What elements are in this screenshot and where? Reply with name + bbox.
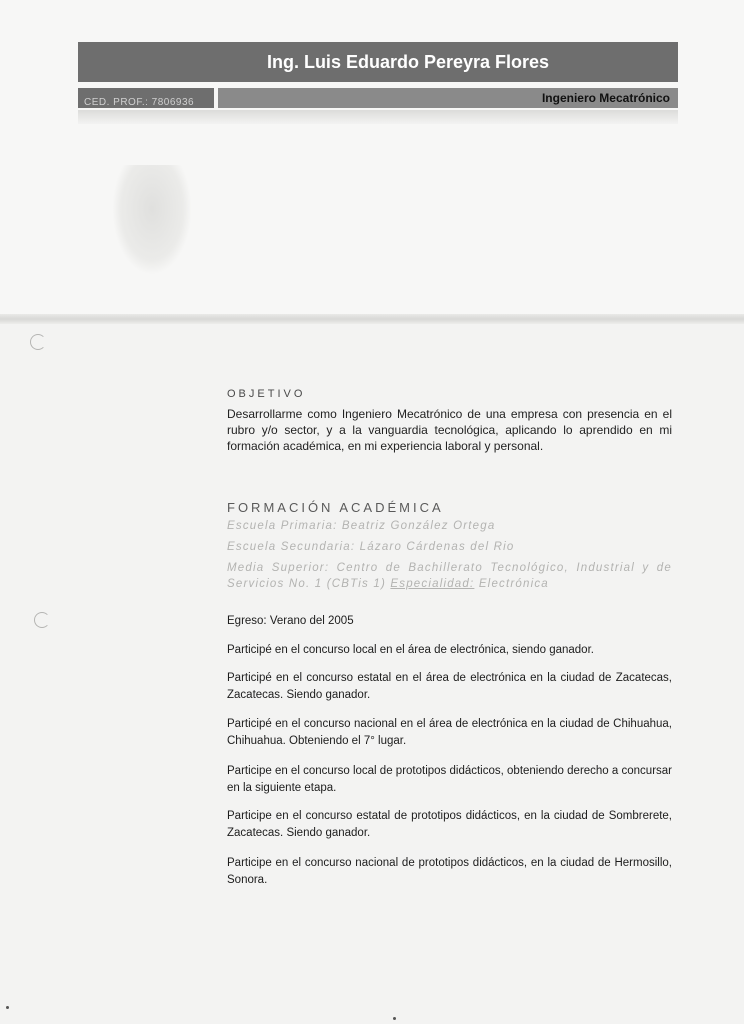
high-school <box>227 560 672 592</box>
specialty-value: Electrónica <box>478 578 549 590</box>
hole-punch-mark <box>34 612 50 628</box>
scan-speck <box>6 1006 9 1009</box>
achievement-item: Participé en el concurso estatal en el área de electrónica en la ciudad de Zacatecas, Zacatecas. Siendo ganador. <box>227 672 672 701</box>
achievement-item: Participé en el concurso local en el área de electrónica, siendo ganador. <box>227 644 594 656</box>
header-shadow <box>78 110 678 124</box>
secondary-school: Escuela Secundaria: Lázaro Cárdenas del Rio <box>227 541 515 553</box>
achievement-item: Participe en el concurso nacional de prototipos didácticos, en la ciudad de Hermosillo, Sonora. <box>227 857 672 886</box>
achievement-item: Participe en el concurso local de prototipos didácticos, obteniendo derecho a concursar en la siguiente etapa. <box>227 765 672 794</box>
achievement-item: Participé en el concurso nacional en el área de electrónica en la ciudad de Chihuahua, Chihuahua. Obteniendo el 7° lugar. <box>227 718 672 747</box>
name-banner <box>78 42 678 82</box>
cedula-box <box>78 88 214 108</box>
scan-speck <box>393 1017 396 1020</box>
hole-punch-mark <box>30 334 46 350</box>
primary-school: Escuela Primaria: Beatriz González Ortega <box>227 520 496 532</box>
graduation-date: Egreso: Verano del 2005 <box>227 615 354 627</box>
page-fold <box>0 314 744 324</box>
profession-title: Ingeniero Mecatrónico <box>541 91 670 105</box>
education-heading: FORMACIÓN ACADÉMICA <box>227 500 444 515</box>
high-school-name: Media Superior: Centro de Bachillerato Tecnológico, Industrial y de Servicios No. 1 (CBTis 1) <box>227 562 672 590</box>
cedula-number: CED. PROF.: 7806936 <box>84 97 195 108</box>
candidate-name: Ing. Luis Eduardo Pereyra Flores <box>266 51 550 72</box>
profession-bar <box>218 88 678 108</box>
objective-text: Desarrollarme como Ingeniero Mecatrónico de una empresa con presencia en el rubro y/o sector, y a la vanguardia tecnológica, aplicando lo aprendido en mi formación académica, en mi experiencia laboral y personal. <box>227 407 672 453</box>
objective-heading: OBJETIVO <box>227 388 306 400</box>
bleed-through-photo <box>112 165 192 275</box>
specialty-label: Especialidad: <box>390 578 475 590</box>
achievement-item: Participe en el concurso estatal de prototipos didácticos, en la ciudad de Sombrerete, Zacatecas. Siendo ganador. <box>227 810 672 839</box>
